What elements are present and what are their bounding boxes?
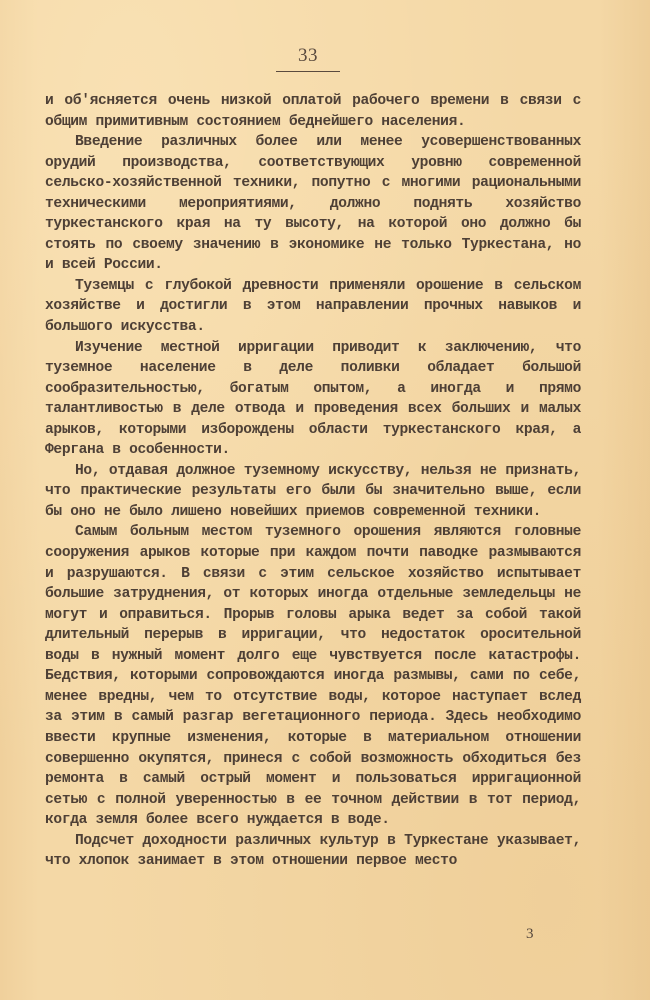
paragraph-continuation: и об'ясняется очень низкой оплатой рабочего времени в связи с общим примитивным состоянием беднейшего населения. xyxy=(45,93,581,130)
header-rule xyxy=(276,71,340,72)
paragraph-tools-introduction: Введение различных более или менее усовершенствованных орудий производства, соответствующих уровню современной сельско-хозяйственной техники, попутно с многими рациональными техническими мероприятиями, должно поднять хозяйство туркестанского края на ту высоту, на которой оно должно бы стоять по своему значению в экономике не только Туркестана, но и всей России. xyxy=(45,134,581,274)
page-number: 33 xyxy=(298,45,318,66)
paragraph-modern-technique: Но, отдавая должное туземному искусству, нельзя не признать, что практические результаты его были бы значительно выше, если бы оно не было лишено новейших приемов современной техники. xyxy=(45,462,581,520)
body-text xyxy=(45,91,581,872)
paragraph-crop-profitability: Подсчет доходности различных культур в Туркестане указывает, что хлопок занимает в этом отношении первое место xyxy=(45,832,581,870)
signature-mark: 3 xyxy=(526,926,534,942)
paragraph-local-irrigation-study: Изучение местной ирригации приводит к заключению, что туземное население в деле поливки обладает большой сообразительностью, богатым опытом, а иногда и прямо талантливостью в деле отвода и проведения всех больших и малых арыков, которыми изборождены области туркестанского края, а Фергана в особенности. xyxy=(45,339,581,459)
paragraph-ancient-irrigation: Туземцы с глубокой древности применяли орошение в сельском хозяйстве и достигли в этом направлении прочных навыков и большого искусства. xyxy=(45,277,581,336)
paragraph-head-structures: Самым больным местом туземного орошения являются головные сооружения арыков которые при каждом почти паводке размываются и разрушаются. В связи с этим сельское хозяйство испытывает большие затруднения, от которых иногда отдельные земледельцы не могут и оправиться. Прорыв головы арыка ведет за собой такой длительный перерыв в ирригации, что недостаток оросительной воды в нужный момент долго еще чувствуется после катастрофы. Бедствия, которыми сопровождаются иногда размывы, сами по себе, менее вредны, чем то отсутствие воды, которое наступает вслед за этим в самый разгар вегетационного периода. Здесь необходимо ввести крупные изменения, которые в материальном отношении совершенно окупятся, принеся с собой возможность обходиться без ремонта в самый острый момент и пользоваться ирригационной сетью с полной уверенностью в ее точном действии в тот период, когда земля более всего нуждается в воде. xyxy=(45,524,581,829)
